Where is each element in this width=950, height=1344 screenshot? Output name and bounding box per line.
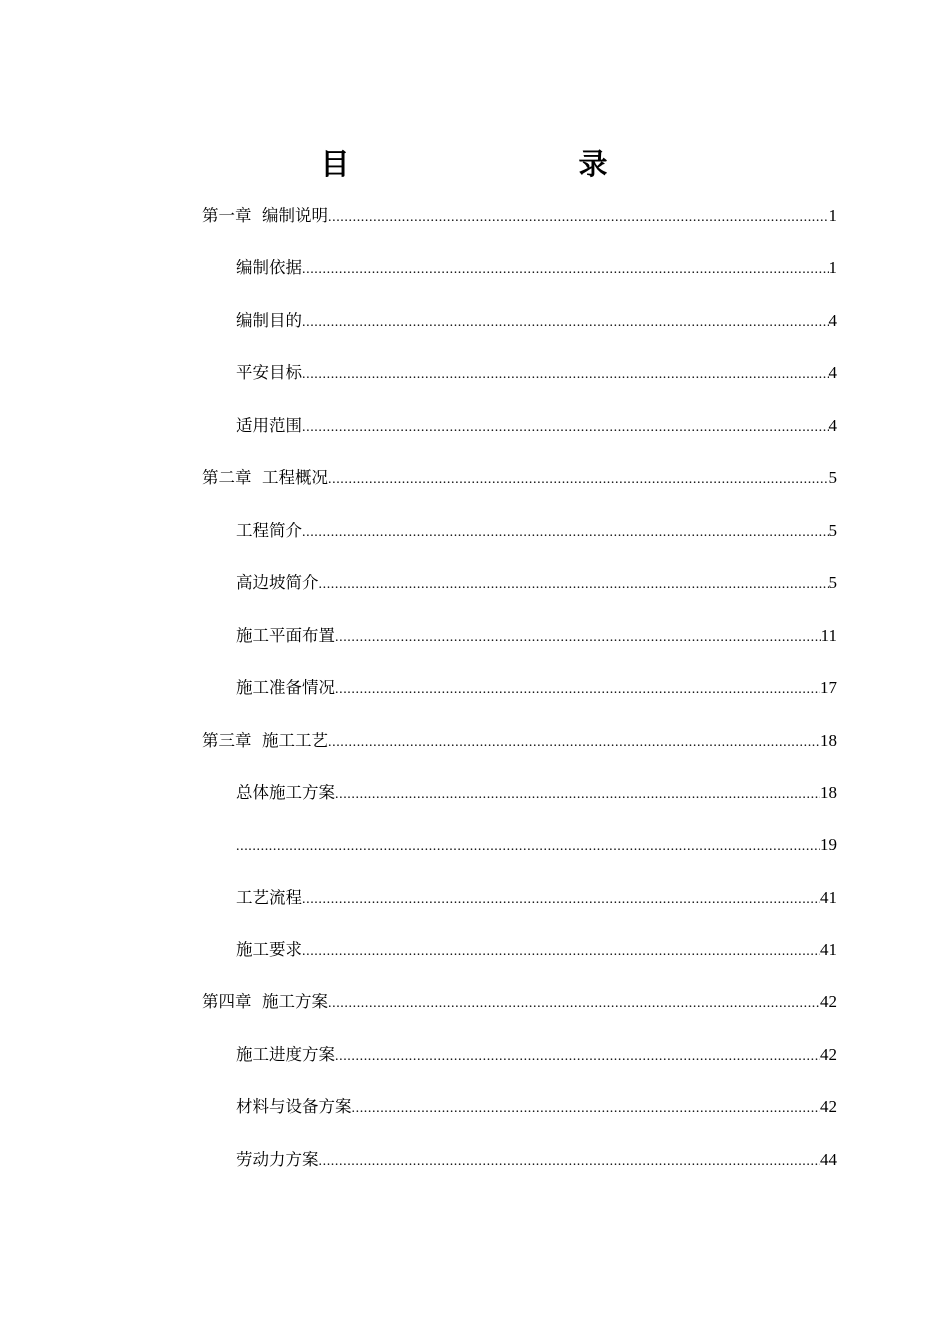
toc-entry-label: 编制目的 [236,311,302,330]
toc-entry-label: 施工要求 [236,940,302,959]
toc-page-number: 5 [828,468,837,487]
toc-entry-label: 施工准备情况 [236,678,335,697]
toc-entry-section[interactable] [236,307,837,335]
dot-leader [328,729,820,757]
toc-entry-label: 平安目标 [236,363,302,382]
dot-leader [328,204,829,232]
toc-entry-label: 工艺流程 [236,888,302,907]
toc-entry-section[interactable] [236,674,837,702]
toc-entry-section[interactable] [236,254,837,282]
toc-entry-section[interactable] [236,1041,837,1069]
dot-leader [302,938,820,966]
toc-page-number: 17 [820,678,837,697]
toc-entry-section[interactable] [236,831,837,859]
toc-title: 目 录 [320,147,665,181]
toc-page-number: 4 [828,416,837,435]
toc-entry-label: 材料与设备方案 [236,1097,352,1116]
toc-page-number: 18 [820,731,837,750]
toc-page-number: 5 [828,521,837,540]
toc-page-number: 18 [820,783,837,802]
toc-entry-label: 第三章 施工工艺 [202,731,328,750]
toc-page-number: 4 [828,311,837,330]
toc-entry-section[interactable] [236,779,837,807]
toc-page-number: 4 [828,363,837,382]
toc-entry-label: 总体施工方案 [236,783,335,802]
dot-leader [352,1095,821,1123]
toc-entry-chapter-1[interactable] [202,202,837,230]
toc-entry-chapter-2[interactable] [202,464,837,492]
toc-entry-label: 工程简介 [236,521,302,540]
toc-page-number: 41 [820,888,837,907]
toc-page-number: 42 [820,1045,837,1064]
toc-entry-section[interactable] [236,936,837,964]
toc-entry-label: 施工平面布置 [236,626,335,645]
toc-entry-label: 劳动力方案 [236,1150,319,1169]
toc-entry-chapter-4[interactable] [202,988,837,1016]
dot-leader [302,256,829,284]
toc-page-number: 11 [820,626,837,645]
toc-entry-chapter-3[interactable] [202,727,837,755]
dot-leader [335,624,821,652]
dot-leader [335,1043,820,1071]
toc-entry-label: 编制依据 [236,258,302,277]
toc-entry-label: 第二章 工程概况 [202,468,328,487]
toc-entry-section[interactable] [236,517,837,545]
dot-leader [302,414,829,442]
toc-page-number: 41 [820,940,837,959]
toc-entry-section[interactable] [236,412,837,440]
dot-leader [319,1148,821,1176]
dot-leader [335,781,820,809]
toc-page-number: 42 [820,992,837,1011]
toc-entry-label: 适用范围 [236,416,302,435]
toc-entry-section[interactable] [236,884,837,912]
toc-entry-section[interactable] [236,569,837,597]
toc-page-number: 19 [820,835,837,854]
toc-entry-section[interactable] [236,622,837,650]
dot-leader [328,466,829,494]
toc-entry-section[interactable] [236,359,837,387]
dot-leader [335,676,820,704]
toc-entry-label: 高边坡简介 [236,573,319,592]
toc-entry-label: 第四章 施工方案 [202,992,328,1011]
dot-leader [236,833,820,861]
toc-entry-label: 施工进度方案 [236,1045,335,1064]
dot-leader [302,361,829,389]
dot-leader [302,886,820,914]
toc-page-number: 42 [820,1097,837,1116]
toc-page-number: 5 [828,573,837,592]
toc-entry-section[interactable] [236,1093,837,1121]
dot-leader [302,519,829,547]
toc-entry-section[interactable] [236,1146,837,1174]
dot-leader [328,990,820,1018]
toc-entry-label: 第一章 编制说明 [202,206,328,225]
toc-page-number: 44 [820,1150,837,1169]
dot-leader [302,309,829,337]
dot-leader [319,571,829,599]
toc-page-number: 1 [828,258,837,277]
toc-page-number: 1 [828,206,837,225]
